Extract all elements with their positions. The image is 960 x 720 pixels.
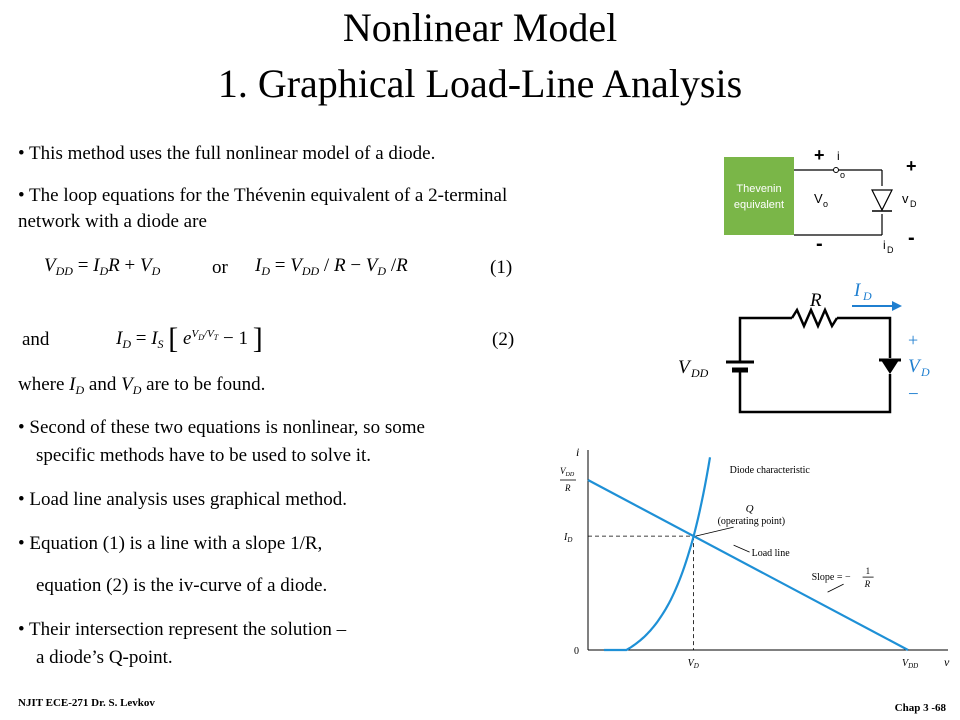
circuit-diagram	[672, 278, 947, 420]
y-tick-zero: 0	[574, 646, 579, 657]
diode-symbol	[872, 190, 892, 210]
equation-1-left: $V_{DD} = I_DR + V_D$	[44, 255, 161, 278]
thevenin-box	[724, 157, 794, 235]
resistor-label: R	[810, 290, 822, 311]
slide-title-line1: Nonlinear Model	[342, 5, 618, 50]
wire-right-top	[837, 318, 890, 358]
bullet-nonlinear-equation-cont: specific methods have to be used to solve it.	[36, 445, 372, 466]
diode-minus: −	[908, 384, 919, 405]
current-id-sub: D	[887, 245, 894, 255]
diode-plus: +	[908, 330, 919, 350]
slope-label: Slope = −	[811, 572, 851, 584]
minus-left: -	[816, 233, 823, 255]
y-tick-id: $I_D$	[564, 532, 573, 545]
plus-right: +	[906, 156, 917, 176]
y-axis-label: i	[576, 445, 580, 459]
equation-and: and	[22, 329, 50, 350]
equation-1-number: (1)	[490, 257, 513, 278]
diode-characteristic-label: Diode characteristic	[729, 465, 810, 477]
equation-2-number: (2)	[492, 329, 515, 350]
bullet-loop-equations-cont: network with a diode are	[18, 211, 207, 232]
source-label-sub: DD	[691, 366, 709, 380]
slide-title-line2: 1. Graphical Load-Line Analysis	[217, 61, 743, 106]
svg-text:R: R	[565, 483, 571, 493]
bullet-loop-equations: • The loop equations for the Thévenin equivalent of a 2-terminal	[18, 185, 508, 206]
x-tick-vdd: $V_{DD}$	[902, 658, 919, 670]
slope-denominator: R	[864, 579, 871, 590]
voltage-vd-sub: D	[910, 199, 917, 209]
current-label-sub: D	[863, 289, 872, 303]
plus-left: +	[814, 145, 825, 165]
q-point-label: Q	[745, 503, 754, 516]
slope-numerator: 1	[865, 566, 871, 577]
current-i-top-sub: o	[840, 170, 846, 180]
wire-left-top	[740, 318, 792, 352]
minus-right: -	[908, 227, 915, 249]
footer-page-number: Chap 3 -68	[894, 702, 946, 714]
thevenin-box-label-1: Thevenin	[736, 183, 782, 195]
diode-triangle	[881, 360, 899, 374]
x-tick-vd: $V_D$	[687, 658, 699, 670]
x-axis-label: v	[944, 655, 950, 669]
diode-characteristic-curve	[604, 457, 710, 650]
source-label: V	[678, 357, 690, 378]
load-line-chart	[548, 444, 960, 670]
wire-bottom	[740, 374, 890, 412]
where-line: where $I_D$ and $V_D$ are to be found.	[18, 374, 266, 397]
current-i-top: i	[837, 149, 840, 163]
load-line-label: Load line	[751, 548, 790, 560]
q-point-sublabel: (operating point)	[717, 516, 786, 528]
voltage-vd: v	[902, 191, 909, 206]
bullet-nonlinear-equation: • Second of these two equations is nonlinear, so some	[18, 417, 425, 438]
current-arrow-head	[892, 301, 902, 311]
load-line-pointer	[734, 545, 750, 552]
current-label: I	[854, 280, 861, 301]
bullet-nonlinear-model: • This method uses the full nonlinear model of a diode.	[18, 143, 436, 164]
resistor-symbol	[792, 310, 837, 326]
svg-text:VDD: $V_{DD}$	[560, 466, 575, 478]
slope-pointer-line	[828, 584, 844, 592]
bullet-intersection-cont: a diode’s Q-point.	[36, 647, 173, 668]
equation-or: or	[212, 257, 228, 278]
diode-voltage-label: V	[908, 356, 920, 377]
bullet-intersection: • Their intersection represent the solution –	[18, 619, 347, 640]
voltage-vo-sub: o	[823, 199, 829, 209]
thevenin-box-label-2: equivalent	[733, 199, 785, 211]
y-tick-vdd-over-r	[560, 466, 576, 493]
bullet-equation-1-line: • Equation (1) is a line with a slope 1/R,	[18, 533, 323, 554]
current-id: i	[883, 238, 886, 252]
thevenin-diagram	[700, 140, 950, 260]
footer-course: NJIT ECE-271 Dr. S. Levkov	[18, 697, 155, 709]
bullet-equation-2-curve: equation (2) is the iv-curve of a diode.	[36, 575, 328, 596]
equation-2: $I_D = I_S$ [ $e^{V_D/V_T} - 1$ ]	[116, 322, 263, 355]
diode-voltage-sub: D	[921, 365, 930, 379]
q-pointer-line	[696, 527, 734, 536]
equation-1-right: $I_D = V_{DD} / R - V_D$ /R	[255, 255, 408, 278]
bullet-load-line: • Load line analysis uses graphical method.	[18, 489, 348, 510]
voltage-vo: V	[814, 191, 823, 206]
terminal-dot	[834, 168, 839, 173]
